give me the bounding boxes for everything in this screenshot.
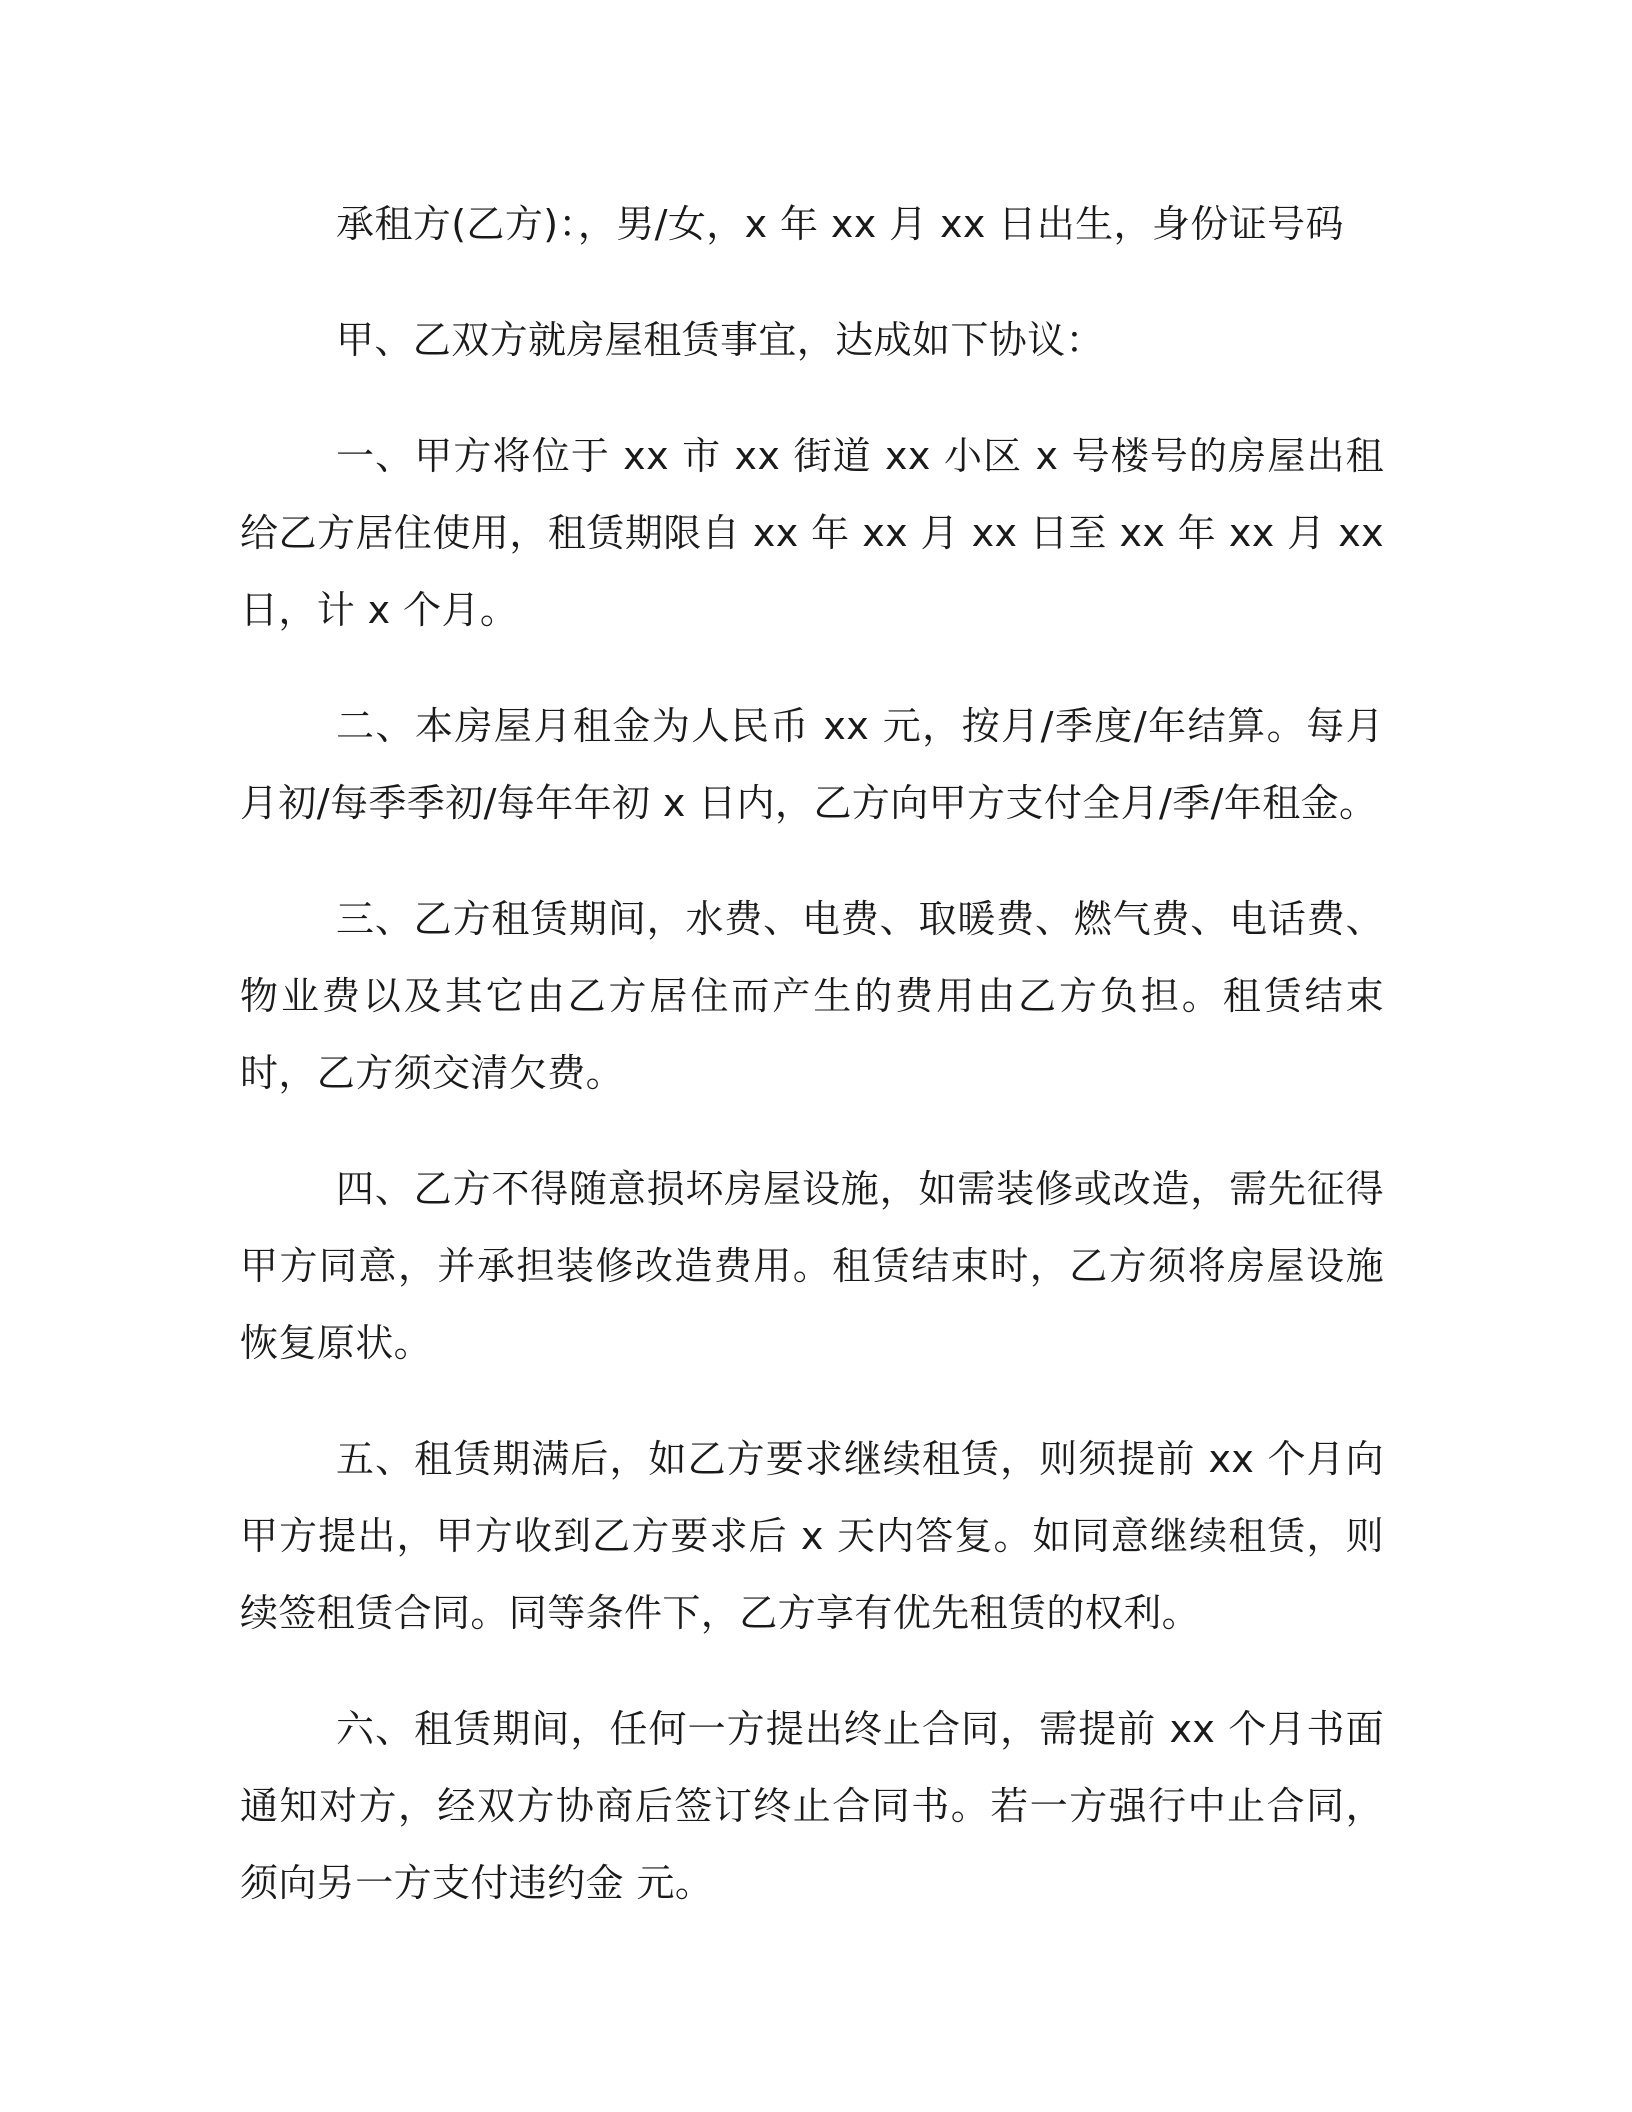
paragraph-clause-4: 四、乙方不得随意损坏房屋设施，如需装修或改造，需先征得甲方同意，并承担装修改造费用。租赁结束时，乙方须将房屋设施恢复原状。: [240, 1167, 1384, 1365]
paragraph-clause-2: 二、本房屋月租金为人民币 xx 元，按月/季度/年结算。每月月初/每季季初/每年年初 x 日内，乙方向甲方支付全月/季/年租金。: [240, 704, 1384, 825]
paragraph-clause-6: 六、租赁期间，任何一方提出终止合同，需提前 xx 个月书面通知对方，经双方协商后签订终止合同书。若一方强行中止合同，须向另一方支付违约金 元。: [240, 1707, 1384, 1905]
paragraph-clause-5: 五、租赁期满后，如乙方要求继续租赁，则须提前 xx 个月向甲方提出，甲方收到乙方要求后 x 天内答复。如同意继续租赁，则续签租赁合同。同等条件下，乙方享有优先租赁的权利。: [240, 1437, 1384, 1635]
paragraph-tenant-info: 承租方(乙方)：，男/女，x 年 xx 月 xx 日出生，身份证号码: [336, 202, 1344, 246]
paragraph-agreement-intro: 甲、乙双方就房屋租赁事宜，达成如下协议：: [336, 318, 1105, 362]
paragraph-clause-1: 一、甲方将位于 xx 市 xx 街道 xx 小区 x 号楼号的房屋出租给乙方居住使用，租赁期限自 xx 年 xx 月 xx 日至 xx 年 xx 月 xx 日，计 x 个月。: [240, 434, 1384, 632]
paragraph-clause-3: 三、乙方租赁期间，水费、电费、取暖费、燃气费、电话费、物业费以及其它由乙方居住而产生的费用由乙方负担。租赁结束时，乙方须交清欠费。: [240, 897, 1384, 1095]
document-body: [240, 186, 1384, 1961]
